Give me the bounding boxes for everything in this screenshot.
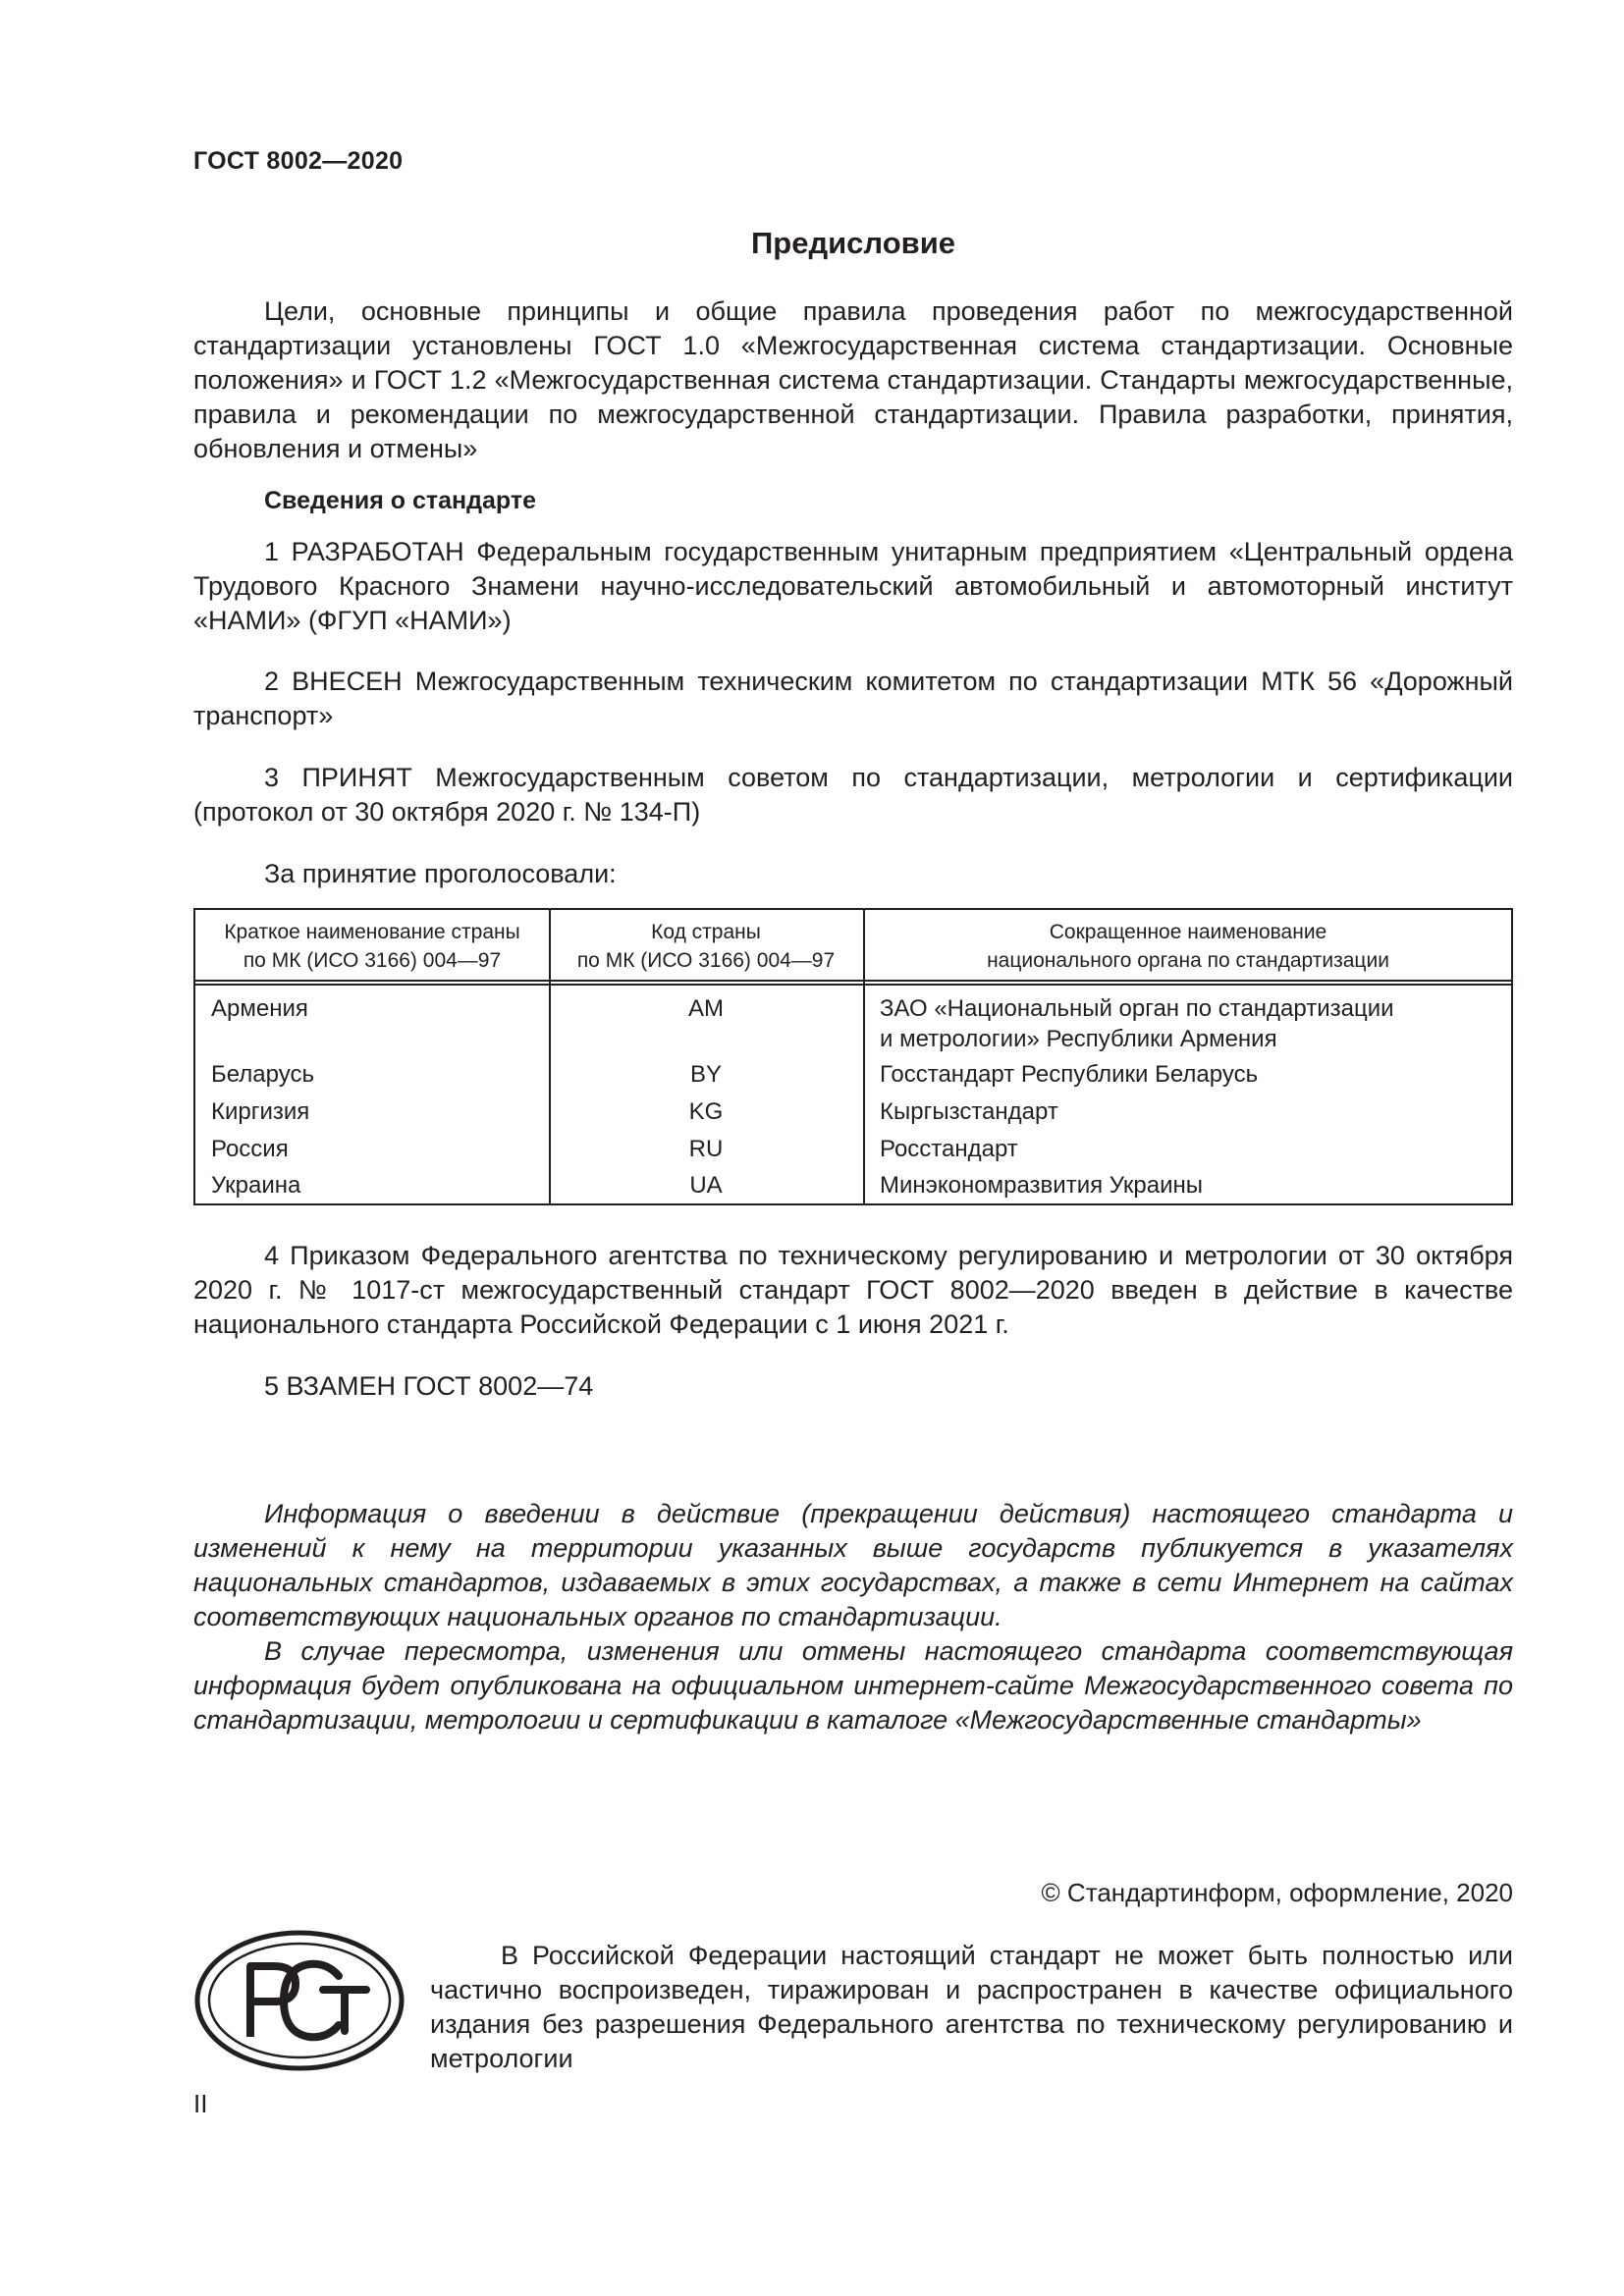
notice-paragraph-2: В случае пересмотра, изменения или отмены настоящего стандарта соответствующая информация будет опубликована на официальном интернет-сайте Межгосударственного совета по стандартизации, метрологии и сертификации в каталоге «Межгосударственные стандарты» bbox=[193, 1636, 1513, 1735]
table-row-country: Украина bbox=[211, 1172, 301, 1199]
table-row-country: Россия bbox=[211, 1136, 289, 1162]
header-organization: Сокращенное наименование национального органа по стандартизации bbox=[987, 921, 1389, 972]
table-row-organization: Минэкономразвития Украины bbox=[880, 1172, 1204, 1199]
rights-statement: В Российской Федерации настоящий стандарт не может быть полностью или частично воспроизведен, тиражирован и распространен в качестве официального издания без разрешения Федерального агентства по техническому регулированию и метрологии bbox=[430, 1941, 1513, 2073]
table-row-country: Армения bbox=[211, 995, 308, 1022]
page-title: Предисловие bbox=[750, 226, 955, 260]
table-row-code: UA bbox=[689, 1172, 723, 1199]
table-row-code: RU bbox=[688, 1136, 724, 1162]
copyright-notice: © Стандартинформ, оформление, 2020 bbox=[1041, 1878, 1513, 1907]
info-heading: Сведения о стандарте bbox=[264, 487, 537, 514]
item-5-paragraph: 5 ВЗАМЕН ГОСТ 8002—74 bbox=[264, 1371, 594, 1401]
table-row-code: BY bbox=[689, 1061, 722, 1088]
page-number: II bbox=[193, 2089, 208, 2118]
item-4-paragraph: 4 Приказом Федерального агентства по техническому регулированию и метрологии от 30 октября 2020 г. № 1017-ст межгосударственный стандарт ГОСТ 8002—2020 введен в действие в качестве национального стандарта Российской Федерации с 1 июня 2021 г. bbox=[193, 1241, 1513, 1339]
table-row-organization: Госстандарт Республики Беларусь bbox=[880, 1061, 1259, 1088]
header-code: Код страны по МК (ИСО 3166) 004—97 bbox=[576, 921, 836, 972]
vote-intro: За принятие проголосовали: bbox=[264, 859, 617, 888]
header-country: Краткое наименование страны по МК (ИСО 3166) 004—97 bbox=[224, 921, 520, 972]
table-row-code: KG bbox=[688, 1098, 724, 1125]
table-row-country: Киргизия bbox=[211, 1098, 310, 1125]
item-1-paragraph: 1 РАЗРАБОТАН Федеральным государственным унитарным предприятием «Центральный ордена Трудового Красного Знамени научно-исследовательский автомобильный и автомоторный институт «НАМИ» (ФГУП «НАМИ») bbox=[193, 537, 1513, 635]
intro-paragraph: Цели, основные принципы и общие правила проведения работ по межгосударственной стандартизации установлены ГОСТ 1.0 «Межгосударственная система стандартизации. Основные положения» и ГОСТ 1.2 «Межгосударственная система стандартизации. Стандарты межгосударственные, правила и рекомендации по межгосударственной стандартизации. Правила разработки, принятия, обновления и отмены» bbox=[193, 296, 1513, 463]
table-row-organization: Кыргызстандарт bbox=[880, 1098, 1058, 1125]
item-3-paragraph: 3 ПРИНЯТ Межгосударственным советом по стандартизации, метрологии и сертификации (протокол от 30 октября 2020 г. № 134-П) bbox=[193, 763, 1513, 827]
table-header-divider bbox=[195, 984, 1511, 986]
table-row-organization: Росстандарт bbox=[880, 1136, 1018, 1162]
table-row-organization: ЗАО «Национальный орган по стандартизации и метрологии» Республики Армения bbox=[880, 995, 1394, 1052]
standard-code: ГОСТ 8002—2020 bbox=[193, 147, 404, 175]
voting-table bbox=[193, 908, 1513, 1205]
item-2-paragraph: 2 ВНЕСЕН Межгосударственным техническим комитетом по стандартизации МТК 56 «Дорожный транспорт» bbox=[193, 667, 1513, 730]
table-row-code: AM bbox=[688, 995, 724, 1022]
notice-paragraph-1: Информация о введении в действие (прекращении действия) настоящего стандарта и изменений к нему на территории указанных выше государств публикуется в указателях национальных стандартов, издаваемых в этих государствах, а также в сети Интернет на сайтах соответствующих национальных органов по стандартизации. bbox=[193, 1499, 1513, 1631]
table-header-divider bbox=[195, 980, 1511, 982]
table-row-country: Беларусь bbox=[211, 1061, 314, 1088]
rst-certification-mark-icon bbox=[193, 1929, 406, 2072]
